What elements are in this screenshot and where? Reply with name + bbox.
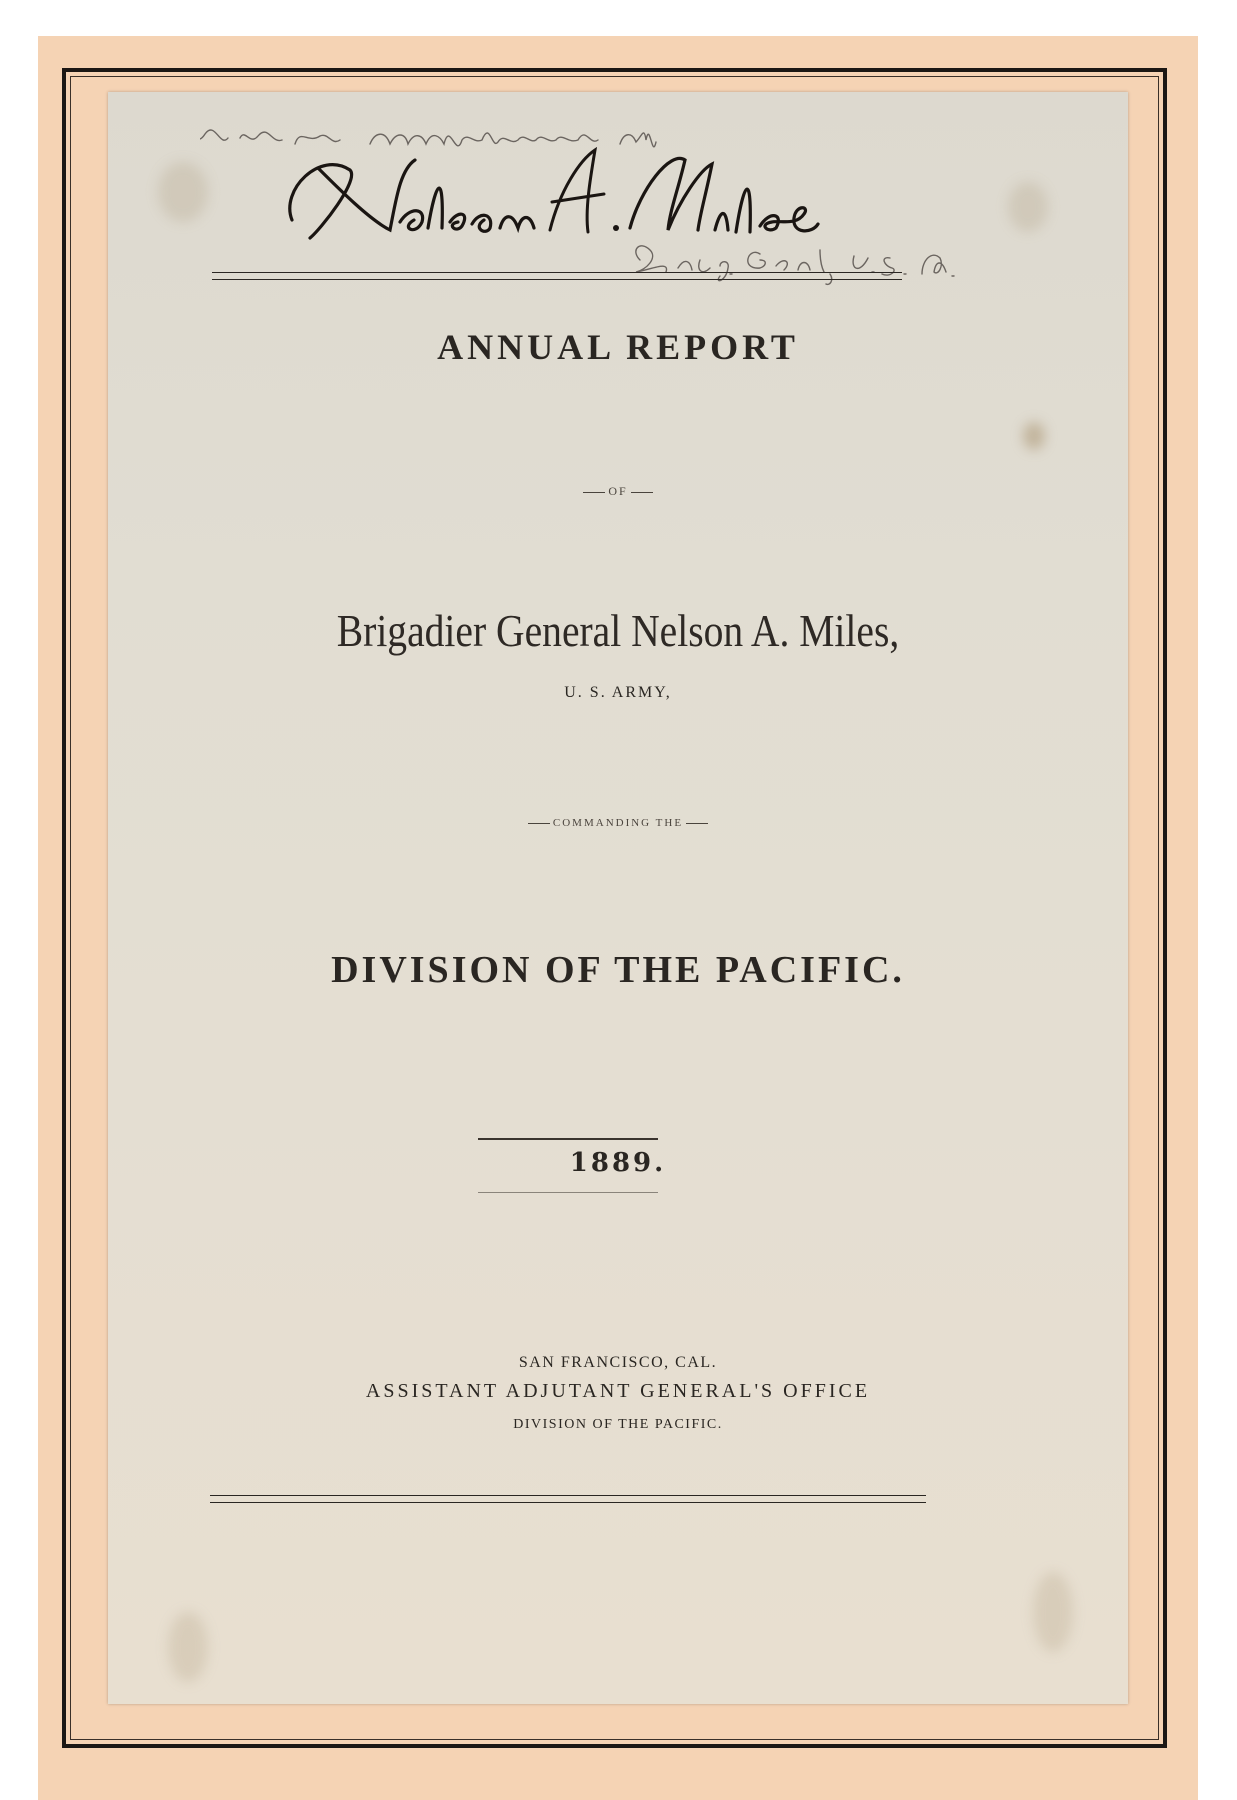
year-rule-bottom — [478, 1192, 658, 1193]
general-name: Brigadier General Nelson A. Miles, — [336, 605, 900, 656]
bottom-rule — [210, 1495, 926, 1503]
imprint-city: SAN FRANCISCO, CAL. — [518, 1354, 718, 1371]
imprint-office: ASSISTANT ADJUTANT GENERAL'S OFFICE — [365, 1380, 871, 1402]
report-title: ANNUAL REPORT — [437, 327, 799, 367]
report-year: 1889. — [569, 1148, 667, 1178]
stain — [168, 1612, 208, 1682]
dash-right — [631, 492, 653, 493]
dash-right — [686, 823, 708, 824]
handwritten-inscription — [200, 110, 1100, 330]
year-rule-top — [478, 1138, 658, 1140]
stain — [1033, 1572, 1073, 1652]
army-line: U. S. ARMY, — [564, 684, 672, 701]
dash-left — [528, 823, 550, 824]
stain — [1023, 422, 1045, 450]
signature-drawing — [200, 110, 1100, 330]
of-text: OF — [608, 484, 628, 498]
commanding-line — [108, 817, 1128, 829]
dash-left — [583, 492, 605, 493]
signature-rule — [212, 272, 902, 280]
commanding-text: COMMANDING THE — [552, 817, 684, 829]
imprint-division: DIVISION OF THE PACIFIC. — [513, 1417, 723, 1432]
of-line — [108, 484, 1128, 499]
division-title: DIVISION OF THE PACIFIC. — [331, 949, 905, 991]
